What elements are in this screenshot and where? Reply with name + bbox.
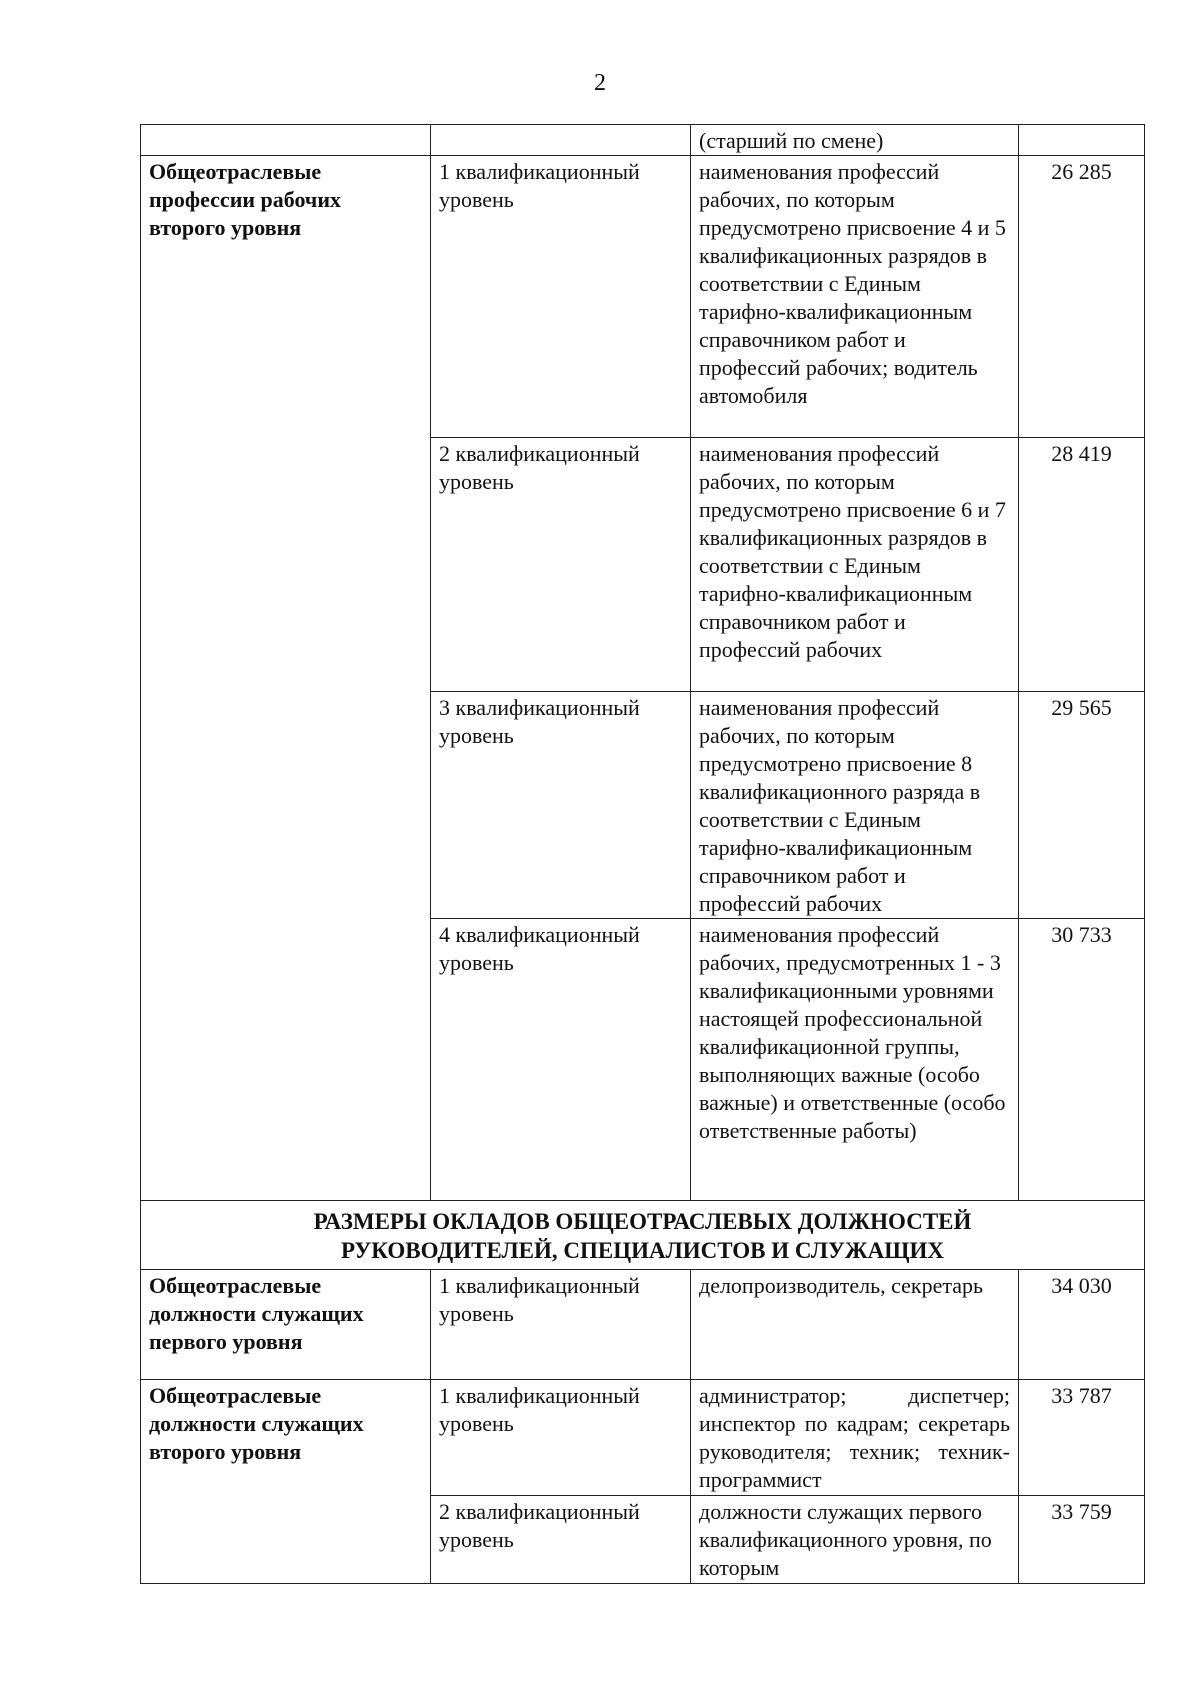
level-cell: 2 квалификационный уровень xyxy=(431,438,691,692)
group-title: Общеотраслевые должности служащих первого уровня xyxy=(141,1270,431,1380)
positions-cell: наименования профессий рабочих, по которым предусмотрено присвоение 8 квалификационного разряда в соответствии с Единым тарифно-квалификационным справочником работ и профессий рабочих xyxy=(691,692,1019,919)
salary-cell: 29 565 xyxy=(1019,692,1145,919)
section-title-line: РУКОВОДИТЕЛЕЙ, СПЕЦИАЛИСТОВ И СЛУЖАЩИХ xyxy=(340,1238,945,1263)
salary-cell: 28 419 xyxy=(1019,438,1145,692)
level-cell: 1 квалификационный уровень xyxy=(431,1270,691,1380)
salary-table xyxy=(140,124,1145,1584)
group-title: Общеотраслевые профессии рабочих второго уровня xyxy=(141,156,431,1201)
positions-cell: делопроизводитель, секретарь xyxy=(691,1270,1019,1380)
positions-cell: наименования профессий рабочих, по которым предусмотрено присвоение 4 и 5 квалификационных разрядов в соответствии с Единым тарифно-квалификационным справочником работ и профессий рабочих; водитель автомобиля xyxy=(691,156,1019,438)
table-cell xyxy=(141,125,431,156)
page-number: 2 xyxy=(594,70,606,96)
section-title-line: РАЗМЕРЫ ОКЛАДОВ ОБЩЕОТРАСЛЕВЫХ ДОЛЖНОСТЕЙ xyxy=(313,1209,972,1234)
section-title xyxy=(141,1201,1145,1270)
level-cell: 4 квалификационный уровень xyxy=(431,919,691,1201)
section-row xyxy=(141,1201,1145,1270)
level-cell: 2 квалификационный уровень xyxy=(431,1496,691,1584)
salary-cell: 33 759 xyxy=(1019,1496,1145,1584)
level-cell: 1 квалификационный уровень xyxy=(431,1380,691,1496)
table-cell xyxy=(1019,125,1145,156)
table-row xyxy=(141,156,1145,438)
table-cell: (старший по смене) xyxy=(691,125,1019,156)
table-row xyxy=(141,1380,1145,1496)
table-row xyxy=(141,1270,1145,1380)
level-cell: 3 квалификационный уровень xyxy=(431,692,691,919)
table-row xyxy=(141,125,1145,156)
table-cell xyxy=(431,125,691,156)
positions-cell: администратор; диспетчер; инспектор по кадрам; секретарь руководителя; техник; техник-программист xyxy=(691,1380,1019,1496)
salary-cell: 30 733 xyxy=(1019,919,1145,1201)
salary-cell: 33 787 xyxy=(1019,1380,1145,1496)
positions-cell: наименования профессий рабочих, предусмотренных 1 - 3 квалификационными уровнями настоящей профессиональной квалификационной группы, выполняющих важные (особо важные) и ответственные (особо ответственные работы) xyxy=(691,919,1019,1201)
salary-cell: 26 285 xyxy=(1019,156,1145,438)
positions-cell: должности служащих первого квалификационного уровня, по которым xyxy=(691,1496,1019,1584)
positions-cell: наименования профессий рабочих, по которым предусмотрено присвоение 6 и 7 квалификационных разрядов в соответствии с Единым тарифно-квалификационным справочником работ и профессий рабочих xyxy=(691,438,1019,692)
group-title: Общеотраслевые должности служащих второго уровня xyxy=(141,1380,431,1584)
level-cell: 1 квалификационный уровень xyxy=(431,156,691,438)
salary-cell: 34 030 xyxy=(1019,1270,1145,1380)
